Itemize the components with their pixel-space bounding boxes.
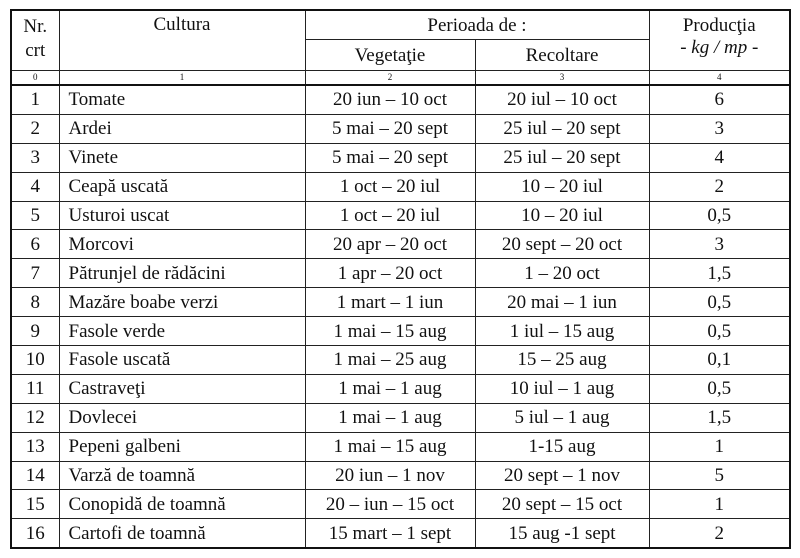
recoltare-cell: 25 iul – 20 sept: [475, 143, 649, 172]
table-row: [11, 172, 790, 201]
index-cell: 1: [59, 71, 305, 86]
header-perioada: Perioada de :: [305, 10, 649, 40]
nr-cell: 16: [11, 519, 59, 548]
cultura-cell: Castraveţi: [59, 374, 305, 403]
table-body: [11, 85, 790, 548]
recoltare-cell: 15 aug -1 sept: [475, 519, 649, 548]
recoltare-cell: 10 – 20 iul: [475, 172, 649, 201]
productia-cell: 3: [649, 230, 790, 259]
productia-cell: 1,5: [649, 403, 790, 432]
table-row: [11, 461, 790, 490]
header-nr-crt: [11, 10, 59, 71]
productia-cell: 1,5: [649, 259, 790, 288]
vegetatie-cell: 20 – iun – 15 oct: [305, 490, 475, 519]
nr-cell: 13: [11, 432, 59, 461]
header-productia-label: Producţia: [682, 15, 756, 36]
index-cell: 2: [305, 71, 475, 86]
nr-cell: 5: [11, 201, 59, 230]
vegetatie-cell: 1 mai – 25 aug: [305, 346, 475, 375]
cultura-cell: Tomate: [59, 85, 305, 114]
vegetatie-cell: 1 mai – 1 aug: [305, 374, 475, 403]
vegetatie-cell: 20 iun – 1 nov: [305, 461, 475, 490]
cultura-cell: Pătrunjel de rădăcini: [59, 259, 305, 288]
table-row: [11, 114, 790, 143]
recoltare-cell: 20 mai – 1 iun: [475, 288, 649, 317]
cultura-cell: Fasole uscată: [59, 346, 305, 375]
cultura-cell: Fasole verde: [59, 317, 305, 346]
nr-cell: 14: [11, 461, 59, 490]
table-row: [11, 85, 790, 114]
nr-cell: 9: [11, 317, 59, 346]
nr-cell: 4: [11, 172, 59, 201]
productia-cell: 0,5: [649, 374, 790, 403]
recoltare-cell: 10 iul – 1 aug: [475, 374, 649, 403]
productia-cell: 5: [649, 461, 790, 490]
productia-cell: 0,5: [649, 201, 790, 230]
nr-cell: 2: [11, 114, 59, 143]
cultura-cell: Cartofi de toamnă: [59, 519, 305, 548]
cultura-cell: Ardei: [59, 114, 305, 143]
productia-cell: 1: [649, 432, 790, 461]
table-row: [11, 490, 790, 519]
cultura-cell: Vinete: [59, 143, 305, 172]
nr-cell: 8: [11, 288, 59, 317]
crop-table: [10, 9, 791, 549]
header-nr-line1: Nr.: [23, 16, 48, 37]
vegetatie-cell: 5 mai – 20 sept: [305, 114, 475, 143]
vegetatie-cell: 1 mai – 15 aug: [305, 317, 475, 346]
productia-cell: 1: [649, 490, 790, 519]
header-productia: [649, 10, 790, 71]
productia-cell: 0,5: [649, 288, 790, 317]
table-row: [11, 288, 790, 317]
vegetatie-cell: 20 iun – 10 oct: [305, 85, 475, 114]
recoltare-cell: 1-15 aug: [475, 432, 649, 461]
nr-cell: 3: [11, 143, 59, 172]
nr-cell: 11: [11, 374, 59, 403]
cultura-cell: Ceapă uscată: [59, 172, 305, 201]
productia-cell: 3: [649, 114, 790, 143]
crop-table-container: [10, 9, 791, 549]
nr-cell: 1: [11, 85, 59, 114]
table-row: [11, 403, 790, 432]
nr-cell: 10: [11, 346, 59, 375]
header-cultura: Cultura: [59, 10, 305, 71]
vegetatie-cell: 1 mai – 1 aug: [305, 403, 475, 432]
nr-cell: 6: [11, 230, 59, 259]
table-row: [11, 346, 790, 375]
table-row: [11, 259, 790, 288]
vegetatie-cell: 1 apr – 20 oct: [305, 259, 475, 288]
vegetatie-cell: 1 oct – 20 iul: [305, 172, 475, 201]
productia-cell: 6: [649, 85, 790, 114]
nr-cell: 7: [11, 259, 59, 288]
header-productia-unit: - kg / mp -: [680, 36, 759, 58]
recoltare-cell: 1 – 20 oct: [475, 259, 649, 288]
recoltare-cell: 20 sept – 1 nov: [475, 461, 649, 490]
table-row: [11, 143, 790, 172]
cultura-cell: Dovlecei: [59, 403, 305, 432]
nr-cell: 15: [11, 490, 59, 519]
header-recoltare: Recoltare: [475, 40, 649, 71]
table-row: [11, 230, 790, 259]
recoltare-cell: 20 sept – 15 oct: [475, 490, 649, 519]
vegetatie-cell: 1 mai – 15 aug: [305, 432, 475, 461]
vegetatie-cell: 20 apr – 20 oct: [305, 230, 475, 259]
table-row: [11, 317, 790, 346]
cultura-cell: Conopidă de toamnă: [59, 490, 305, 519]
productia-cell: 0,5: [649, 317, 790, 346]
index-cell: 3: [475, 71, 649, 86]
cultura-cell: Usturoi uscat: [59, 201, 305, 230]
productia-cell: 0,1: [649, 346, 790, 375]
recoltare-cell: 20 sept – 20 oct: [475, 230, 649, 259]
index-cell: 4: [649, 71, 790, 86]
productia-cell: 4: [649, 143, 790, 172]
recoltare-cell: 25 iul – 20 sept: [475, 114, 649, 143]
index-cell: 0: [11, 71, 59, 86]
vegetatie-cell: 1 mart – 1 iun: [305, 288, 475, 317]
nr-cell: 12: [11, 403, 59, 432]
productia-cell: 2: [649, 172, 790, 201]
cultura-cell: Mazăre boabe verzi: [59, 288, 305, 317]
recoltare-cell: 10 – 20 iul: [475, 201, 649, 230]
table-row: [11, 201, 790, 230]
header-nr-line2: crt: [25, 39, 46, 61]
vegetatie-cell: 15 mart – 1 sept: [305, 519, 475, 548]
table-row: [11, 519, 790, 548]
table-row: [11, 374, 790, 403]
cultura-cell: Pepeni galbeni: [59, 432, 305, 461]
recoltare-cell: 5 iul – 1 aug: [475, 403, 649, 432]
vegetatie-cell: 1 oct – 20 iul: [305, 201, 475, 230]
header-vegetatie: Vegetaţie: [305, 40, 475, 71]
recoltare-cell: 20 iul – 10 oct: [475, 85, 649, 114]
recoltare-cell: 1 iul – 15 aug: [475, 317, 649, 346]
table-row: [11, 432, 790, 461]
cultura-cell: Morcovi: [59, 230, 305, 259]
recoltare-cell: 15 – 25 aug: [475, 346, 649, 375]
cultura-cell: Varză de toamnă: [59, 461, 305, 490]
productia-cell: 2: [649, 519, 790, 548]
vegetatie-cell: 5 mai – 20 sept: [305, 143, 475, 172]
